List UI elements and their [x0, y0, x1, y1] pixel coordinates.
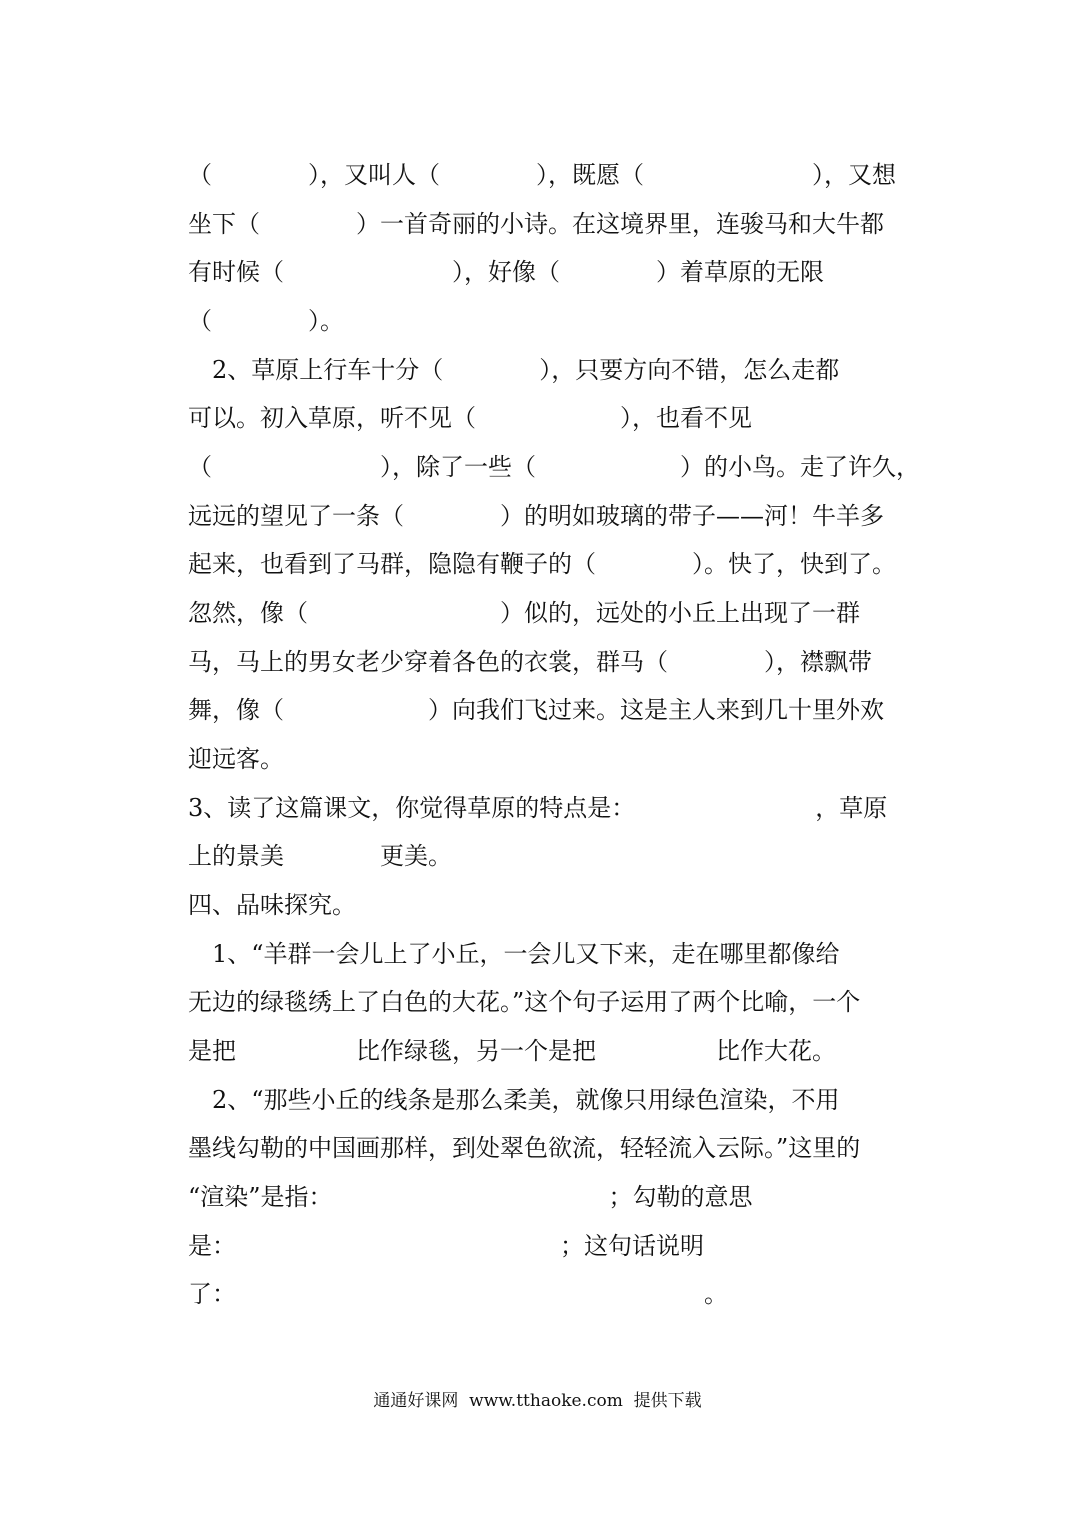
- text-line: 起来，也看到了马群，隐隐有鞭子的（ ）。快了，快到了。: [188, 550, 896, 578]
- text-line: 可以。初入草原，听不见（ ），也看不见: [188, 404, 752, 432]
- text-line: 2、草原上行车十分（ ），只要方向不错，怎么走都: [188, 356, 840, 384]
- text-line: 1、“羊群一会儿上了小丘，一会儿又下来，走在哪里都像给: [188, 940, 840, 968]
- text-line: 远远的望见了一条（ ）的明如玻璃的带子——河！牛羊多: [188, 502, 884, 530]
- text-line: 马，马上的男女老少穿着各色的衣裳，群马（ ），襟飘带: [188, 648, 872, 676]
- text-line: “渲染”是指： ；勾勒的意思: [188, 1183, 753, 1211]
- text-line: 迎远客。: [188, 745, 284, 773]
- text-line: 3、读了这篇课文，你觉得草原的特点是： ，草原: [188, 794, 888, 822]
- section-heading: 四、品味探究。: [188, 891, 356, 919]
- text-line: 是把 比作绿毯，另一个是把 比作大花。: [188, 1037, 836, 1065]
- text-line: 无边的绿毯绣上了白色的大花。”这个句子运用了两个比喻，一个: [188, 988, 861, 1016]
- text-line: 墨线勾勒的中国画那样，到处翠色欲流，轻轻流入云际。”这里的: [188, 1134, 861, 1162]
- text-line: 了： 。: [188, 1280, 728, 1308]
- text-line: 忽然，像（ ）似的，远处的小丘上出现了一群: [188, 599, 860, 627]
- text-line: （ ），又叫人（ ），既愿（ ），又想: [188, 161, 896, 189]
- text-line: （ ）。: [188, 307, 344, 335]
- text-line: （ ），除了一些（ ）的小鸟。走了许久，: [188, 453, 920, 481]
- text-line: 上的景美 更美。: [188, 842, 452, 870]
- text-line: 舞，像（ ）向我们飞过来。这是主人来到几十里外欢: [188, 696, 884, 724]
- text-line: 是： ；这句话说明: [188, 1232, 704, 1260]
- page-footer: 通通好课网 www.tthaoke.com 提供下载: [373, 1391, 702, 1411]
- text-line: 2、“那些小丘的线条是那么柔美，就像只用绿色渲染，不用: [188, 1086, 840, 1114]
- text-line: 坐下（ ）一首奇丽的小诗。在这境界里，连骏马和大牛都: [188, 210, 884, 238]
- text-line: 有时候（ ），好像（ ）着草原的无限: [188, 258, 824, 286]
